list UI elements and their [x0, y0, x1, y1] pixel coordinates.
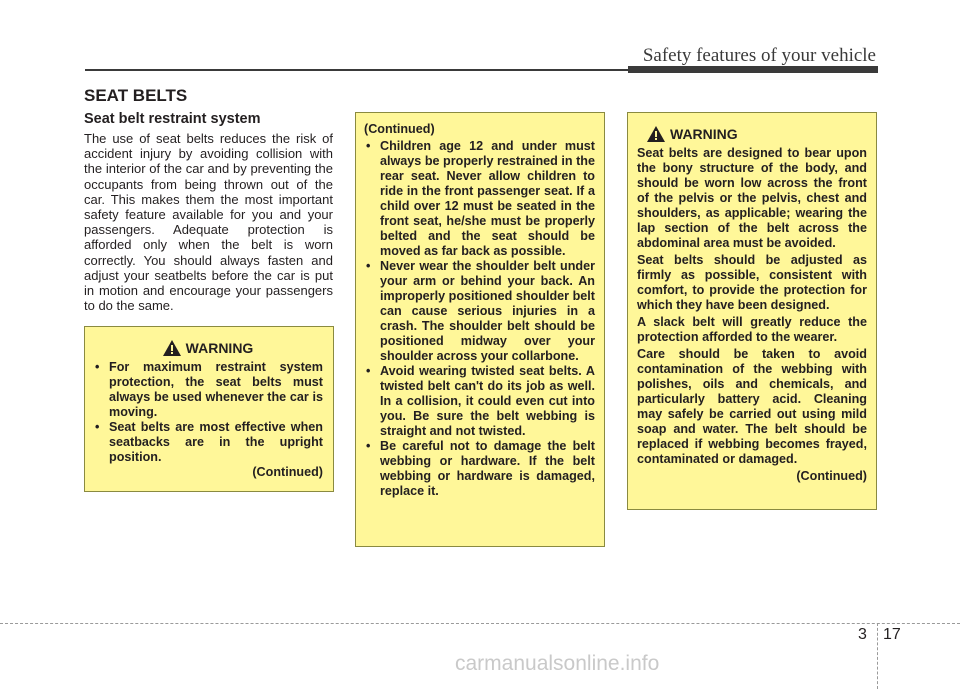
footer-divider: [877, 623, 878, 689]
list-item: • For maximum restraint system protection, the seat belts must always be used whenever the car is moving.: [95, 360, 323, 419]
warning-paragraph: Care should be taken to avoid contamination of the webbing with polishes, oils and chemicals, and particularly battery acid. Cleaning may safely be carried out using mild soap and water. The belt should be replaced if webbing becomes frayed, contaminated or damaged.: [637, 347, 867, 466]
warning-heading-label: WARNING: [670, 125, 738, 142]
list-item: • Be careful not to damage the belt webbing or hardware. If the belt webbing or hardware is damaged, replace it.: [366, 439, 595, 498]
warning-triangle-icon: [163, 340, 181, 356]
header-title: Safety features of your vehicle: [642, 45, 876, 66]
warning-box-2: [355, 112, 605, 547]
list-item: • Never wear the shoulder belt under your arm or behind your back. An improperly positioned shoulder belt can cause serious injuries in a crash. The shoulder belt should be positioned midway over your shoulder across your collarbone.: [366, 259, 595, 363]
page-number: 17: [883, 626, 901, 643]
footer-rule: [0, 623, 960, 624]
chapter-number: 3: [858, 626, 867, 643]
warning-paragraph: Seat belts are designed to bear upon the bony structure of the body, and should be worn low across the front of the pelvis or the pelvis, chest and shoulders, as applicable; wearing the lap section of the belt across the abdominal area must be avoided.: [637, 146, 867, 250]
warning-heading-label: WARNING: [185, 339, 254, 356]
header-accent-bar: [628, 66, 878, 73]
continued-label: (Continued): [796, 469, 867, 483]
warning-box-3: [627, 112, 877, 510]
warning-heading: [93, 340, 323, 356]
warning-heading: [637, 126, 867, 142]
warning-triangle-icon: [647, 126, 665, 142]
section-title: SEAT BELTS: [84, 86, 188, 105]
warning-list: [93, 360, 323, 465]
watermark: carmanualsonline.info: [455, 652, 660, 675]
intro-paragraph: The use of seat belts reduces the risk of accident injury by avoiding collision with the interior of the car and by preventing the occupants from being thrown out of the car. This makes them the most important safety feature available for you and your passengers. Adequate protection is afforded only when the belt is worn correctly. You should always fasten and adjust your seatbelts before the car is put in motion and encourage your passengers to do the same.: [84, 131, 333, 314]
warning-paragraph: Seat belts should be adjusted as firmly as possible, consistent with comfort, to provide the protection for which they have been designed.: [637, 253, 867, 312]
continued-label: (Continued): [364, 122, 435, 136]
list-item: • Seat belts are most effective when seatbacks are in the upright position.: [95, 420, 323, 464]
continued-label: (Continued): [252, 465, 323, 479]
warning-box-1: [84, 326, 334, 492]
warning-list: [364, 139, 595, 499]
list-item: • Avoid wearing twisted seat belts. A twisted belt can't do its job as well. In a collision, it could even cut into you. Be sure the belt webbing is straight and not twisted.: [366, 364, 595, 438]
subheading: Seat belt restraint system: [84, 111, 261, 127]
warning-paragraph: A slack belt will greatly reduce the protection afforded to the wearer.: [637, 315, 867, 344]
list-item: • Children age 12 and under must always be properly restrained in the rear seat. Never allow children to ride in the front passenger seat. If a child over 12 must be seated in the front seat, he/she must be properly belted and the seat should be moved as far back as possible.: [366, 139, 595, 258]
